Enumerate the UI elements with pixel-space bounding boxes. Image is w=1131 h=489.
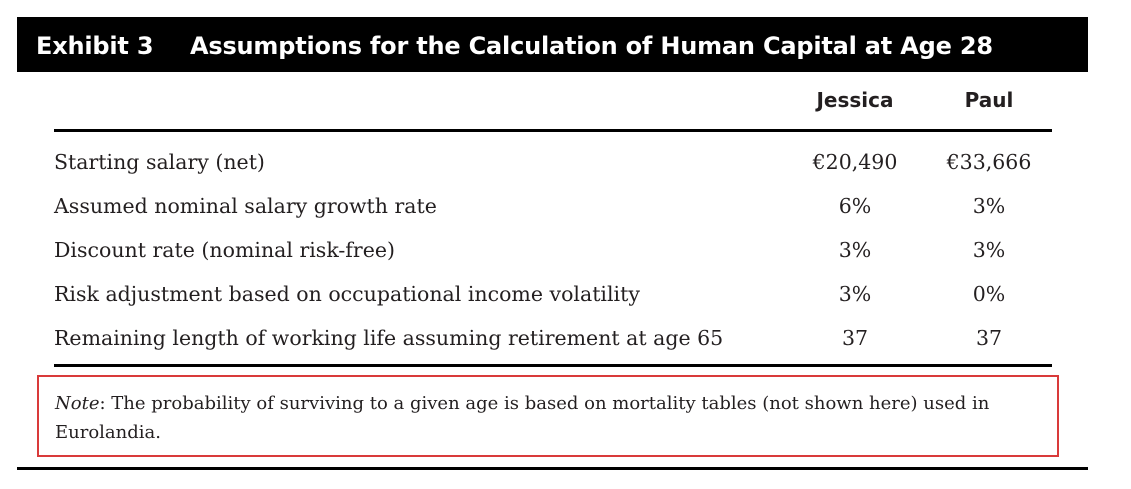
exhibit-label: Exhibit 3 — [36, 31, 154, 60]
column-headers — [54, 86, 1052, 128]
exhibit-header — [17, 17, 1088, 72]
table-row — [54, 272, 1052, 316]
cell-jessica: 3% — [838, 282, 872, 306]
cell-paul: 0% — [972, 282, 1006, 306]
cell-jessica: 3% — [838, 238, 872, 262]
row-label: Starting salary (net) — [54, 150, 265, 174]
exhibit-bottom-rule — [17, 467, 1088, 470]
column-header-paul: Paul — [964, 88, 1014, 112]
row-label: Remaining length of working life assuming retirement at age 65 — [54, 326, 724, 350]
cell-paul: 37 — [975, 326, 1003, 350]
note-text: : The probability of surviving to a given age is based on mortality tables (not shown here) used in Eurolandia. — [55, 393, 990, 443]
cell-paul: 3% — [972, 194, 1006, 218]
cell-jessica: €20,490 — [812, 150, 898, 174]
cell-jessica: 6% — [838, 194, 872, 218]
header-rule — [54, 129, 1052, 132]
table-row — [54, 228, 1052, 272]
exhibit-title: Assumptions for the Calculation of Human Capital at Age 28 — [190, 31, 993, 60]
row-label: Discount rate (nominal risk-free) — [54, 238, 395, 262]
table-row — [54, 316, 1052, 360]
table-bottom-rule — [54, 364, 1052, 367]
table-row — [54, 140, 1052, 184]
assumptions-table — [54, 86, 1052, 128]
column-header-jessica: Jessica — [816, 88, 894, 112]
table-row — [54, 184, 1052, 228]
table-body — [54, 140, 1052, 360]
cell-jessica: 37 — [841, 326, 869, 350]
row-label: Risk adjustment based on occupational income volatility — [54, 282, 640, 306]
note-highlight-box — [37, 375, 1059, 457]
row-label: Assumed nominal salary growth rate — [54, 194, 437, 218]
cell-paul: €33,666 — [946, 150, 1032, 174]
cell-paul: 3% — [972, 238, 1006, 262]
note-prefix: Note — [55, 393, 100, 414]
